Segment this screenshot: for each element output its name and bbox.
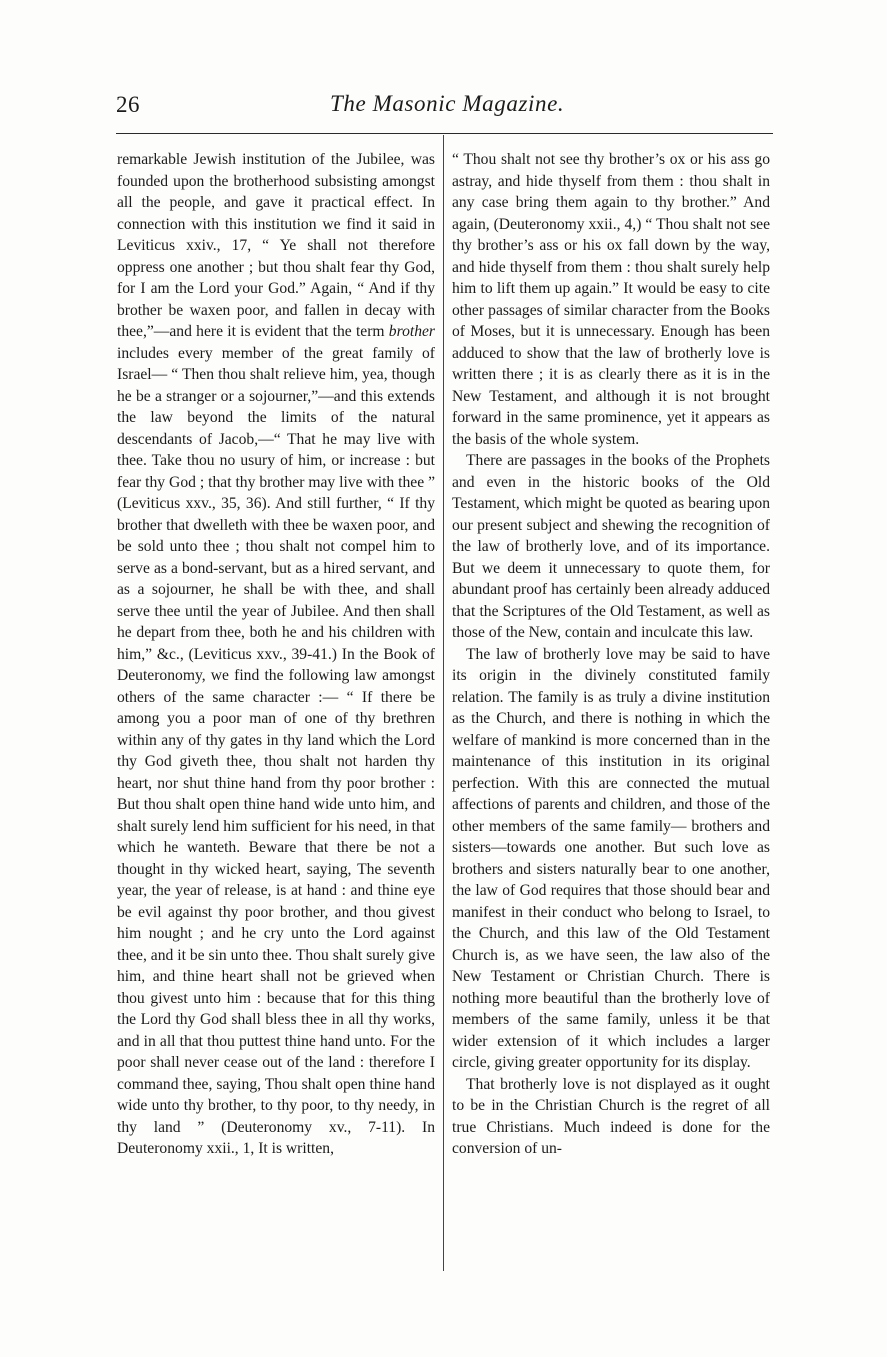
right-paragraph-2: There are passages in the books of the Prophets and even in the historic books of the Old Testament, which might be quoted as bearing upon our present subject and shewing the recognition of the law of brotherly love, and of its importance. But we deem it unnecessary to quote them, for abundant proof has certainly been already adduced that the Scriptures of the Old Testament, as well as those of the New, contain and inculcate this law. [452, 452, 770, 641]
right-paragraph-3: The law of brotherly love may be said to have its origin in the divinely constituted family relation. The family is as truly a divine institution as the Church, and there is nothing in which the welfare of mankind is more concerned than in the maintenance of this institution in its original perfection. With this are connected the mutual affections of parents and children, and those of the other members of the same family— brothers and sisters—towards one another. But such love as brothers and sisters naturally bear to one another, the law of God requires that those should bear and manifest in their conduct who belong to Israel, to the Church, and this law of the Old Testament Church is, as we have seen, the law also of the New Testament or Christian Church. There is nothing more beautiful than the brotherly love of members of the same family, unless it be that wider extension of it which includes a larger circle, giving greater opportunity for its display. [452, 645, 770, 1071]
column-divider [443, 135, 444, 1271]
right-column [452, 149, 770, 1160]
left-paragraph-1 [117, 149, 435, 1160]
left-paragraph-1-continuation: includes every member of the great family of Israel— “ Then thou shalt relieve him, yea, though he be a stranger or a sojourner,”—and this extends the law beyond the limits of the natural descendants of Jacob,—“ That he may live with thee. Take thou no usury of him, or increase : but fear thy God ; that thy brother may live with thee ” (Leviticus xxv., 35, 36). And still further, “ If thy brother that dwelleth with thee be waxen poor, and be sold unto thee ; thou shalt not compel him to serve as a bond-servant, but as a hired servant, and as a sojourner, he shall be with thee, and shall serve thee until the year of Jubilee. And then shall he depart from thee, both he and his children with him,” &c., (Leviticus xxv., 39-41.) In the Book of Deuteronomy, we find the following law amongst others of the same character :— “ If there be among you a poor man of one of thy brethren within any of thy gates in thy land which the Lord thy God giveth thee, thou shalt not harden thy heart, nor shut thine hand from thy poor brother : But thou shalt open thine hand wide unto him, and shalt surely lend him sufficient for his need, in that which he wanteth. Beware that there be not a thought in thy wicked heart, saying, The seventh year, the year of release, is at hand : and thine eye be evil against thy poor brother, and thou givest him nought ; and he cry unto the Lord against thee, and it be sin unto thee. Thou shalt surely give him, and thine heart shall not be grieved when thou givest unto him : because that for this thing the Lord thy God shall bless thee in all thy works, and in all that thou puttest thine hand unto. For the poor shall never cease out of the land : therefore I command thee, saying, Thou shalt open thine hand wide unto thy brother, to thy poor, to thy needy, in thy land ” (Deuteronomy xv., 7-11). In Deuteronomy xxii., 1, It is written, [117, 344, 435, 1157]
right-paragraph-1: “ Thou shalt not see thy brother’s ox or his ass go astray, and hide thyself from them : thou shalt in any case bring them again to thy brother.” And again, (Deuteronomy xxii., 4,) “ Thou shalt not see thy brother’s ass or his ox fall down by the way, and hide thyself from them : thou shalt surely help him to lift them up again.” It would be easy to cite other passages of similar character from the Books of Moses, but it is unnecessary. Enough has been adduced to show that the law of brotherly love is written there ; it is as clearly there as it is in the New Testament, and although it is not brought forward in the same prominence, yet it appears as the basis of the whole system. [452, 151, 770, 448]
left-paragraph-1-text: remarkable Jewish institution of the Jubilee, was founded upon the brotherhood subsisting amongst all the people, and gave it practical effect. In connection with this institution we find it said in Leviticus xxiv., 17, “ Ye shall not therefore oppress one another ; but thou shalt fear thy God, for I am the Lord your God.” Again, “ And if thy brother be waxen poor, and fallen in decay with thee,”—and here it is evident that the term [117, 151, 435, 340]
left-column [117, 149, 435, 1160]
page-number: 26 [116, 92, 140, 117]
running-title: The Masonic Magazine. [330, 91, 565, 116]
right-paragraph-4: That brotherly love is not displayed as it ought to be in the Christian Church is the regret of all true Christians. Much indeed is done for the conversion of un- [452, 1075, 770, 1157]
header-rule [116, 133, 773, 134]
italic-brother: brother [388, 323, 435, 340]
